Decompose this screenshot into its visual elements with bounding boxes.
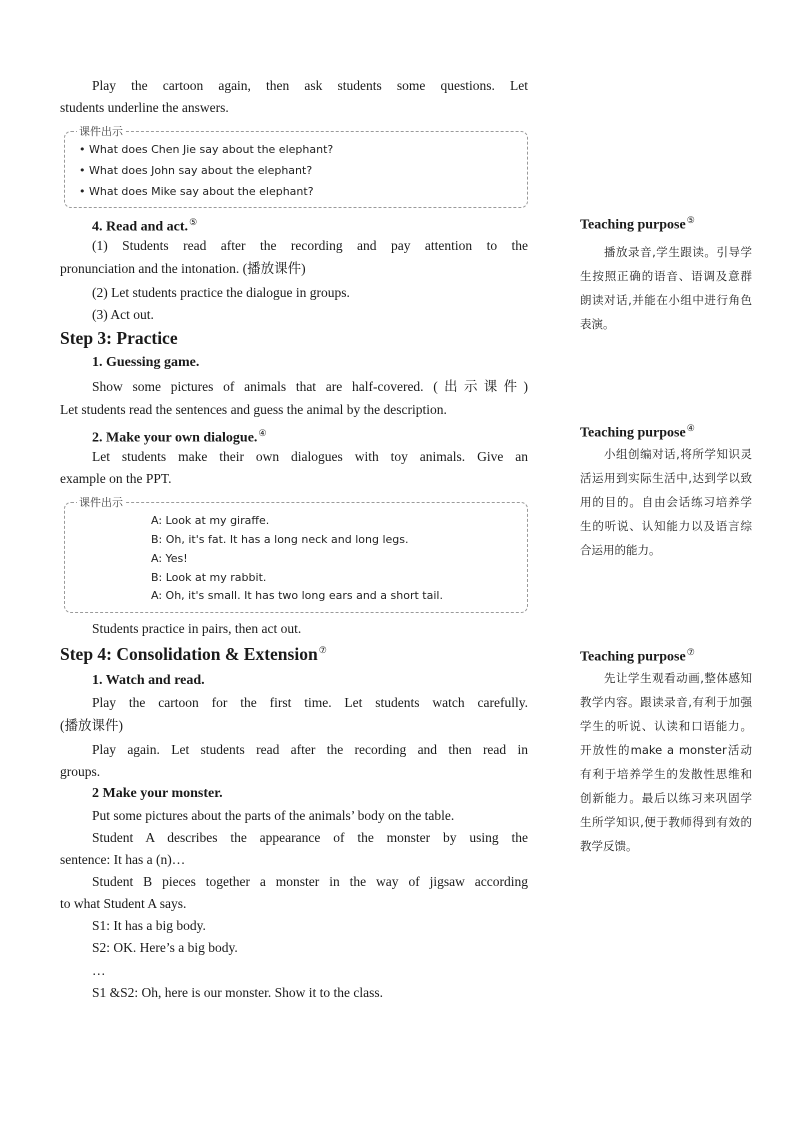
courseware-label: 课件出示 — [79, 496, 123, 509]
practice-line: Students practice in pairs, then act out. — [92, 621, 302, 636]
courseware-box-questions — [64, 125, 528, 208]
monster-line-1: Put some pictures about the parts of the animals’ body on the table. — [92, 808, 455, 823]
footnote-mark: ⑦ — [686, 647, 695, 657]
courseware-box-dialogue — [64, 496, 528, 613]
read-act-p2: (2) Let students practice the dialogue in groups. — [92, 285, 350, 300]
footnote-mark: ④ — [686, 423, 695, 433]
watch-line-1: Play the cartoon for the first time. Let students watch carefully. — [92, 695, 528, 710]
monster-line-3b: to what Student A says. — [60, 896, 187, 911]
step4-title: Step 4: Consolidation & Extension⑦ — [60, 644, 327, 664]
dialogue-line: A: Look at my giraffe. — [151, 514, 270, 527]
footnote-mark: ⑤ — [686, 215, 695, 225]
read-act-p3: (3) Act out. — [92, 307, 154, 322]
teaching-purpose-title: Teaching purpose⑤ — [580, 215, 695, 233]
dialogue-heading: 2. Make your own dialogue.④ — [92, 428, 267, 446]
teaching-purpose-text: 先让学生观看动画,整体感知教学内容。跟读录音,有利于加强学生的听说、认读和口语能力。开放性的make a monster活动有利于培养学生的发散性思维和创新能力。最后以练习来巩固学生所学知识,便于教师得到有效的教学反馈。 — [580, 671, 752, 853]
guess-line-1: Show some pictures of animals that are half-covered. (出示课件) — [92, 379, 528, 394]
teaching-purpose-text: 小组创编对话,将所学知识灵活运用到实际生活中,达到学以致用的目的。自由会话练习培养学生的听说、认知能力以及语言综合运用的能力。 — [580, 447, 752, 557]
again-line-2: groups. — [60, 764, 101, 779]
s2-line: S2: OK. Here’s a big body. — [92, 940, 238, 955]
read-act-heading: 4. Read and act.⑤ — [92, 217, 198, 235]
again-line-1: Play again. Let students read after the recording and then read in — [92, 742, 528, 757]
monster-line-2b: sentence: It has a (n)… — [60, 852, 186, 867]
dialogue-line-1: Let students make their own dialogues with toy animals. Give an — [92, 449, 528, 464]
intro-line-1: Play the cartoon again, then ask students some questions. Let — [92, 78, 528, 93]
teaching-purpose-title: Teaching purpose⑦ — [580, 647, 695, 665]
footnote-mark: ⑤ — [189, 217, 198, 227]
teaching-purpose-title: Teaching purpose④ — [580, 423, 695, 441]
s1-s2-line: S1 &S2: Oh, here is our monster. Show it to the class. — [92, 985, 383, 1000]
monster-heading: 2 Make your monster. — [92, 786, 223, 801]
monster-line-2a: Student A describes the appearance of the monster by using the — [92, 830, 528, 845]
watch-read-heading: 1. Watch and read. — [92, 673, 205, 688]
dialogue-line: A: Yes! — [151, 552, 188, 565]
monster-line-3a: Student B pieces together a monster in the way of jigsaw according — [92, 874, 528, 889]
dialogue-line: B: Look at my rabbit. — [151, 571, 267, 584]
step3-title: Step 3: Practice — [60, 328, 178, 348]
ellipsis-line: … — [92, 963, 106, 978]
dialogue-line: B: Oh, it's fat. It has a long neck and long legs. — [151, 533, 409, 546]
dialogue-line: A: Oh, it's small. It has two long ears and a short tail. — [151, 589, 443, 602]
s1-line: S1: It has a big body. — [92, 918, 206, 933]
question-item: • What does Chen Jie say about the elephant? — [79, 143, 334, 156]
watch-line-2: (播放课件) — [60, 718, 123, 733]
dialogue-line-2: example on the PPT. — [60, 471, 172, 486]
question-item: • What does John say about the elephant? — [79, 164, 313, 177]
intro-line-2: students underline the answers. — [60, 100, 229, 115]
read-act-p1-line-2: pronunciation and the intonation. (播放课件) — [60, 261, 306, 276]
footnote-mark: ④ — [258, 428, 267, 438]
courseware-label: 课件出示 — [79, 125, 123, 138]
question-item: • What does Mike say about the elephant? — [79, 185, 314, 198]
read-act-p1-line-1: (1) Students read after the recording and pay attention to the — [92, 238, 528, 253]
footnote-mark: ⑦ — [318, 645, 327, 656]
teaching-purpose-text: 播放录音,学生跟读。引导学生按照正确的语音、语调及意群朗读对话,并能在小组中进行角色表演。 — [580, 245, 752, 331]
guessing-game-heading: 1. Guessing game. — [92, 355, 200, 370]
guess-line-2: Let students read the sentences and guess the animal by the description. — [60, 402, 447, 417]
